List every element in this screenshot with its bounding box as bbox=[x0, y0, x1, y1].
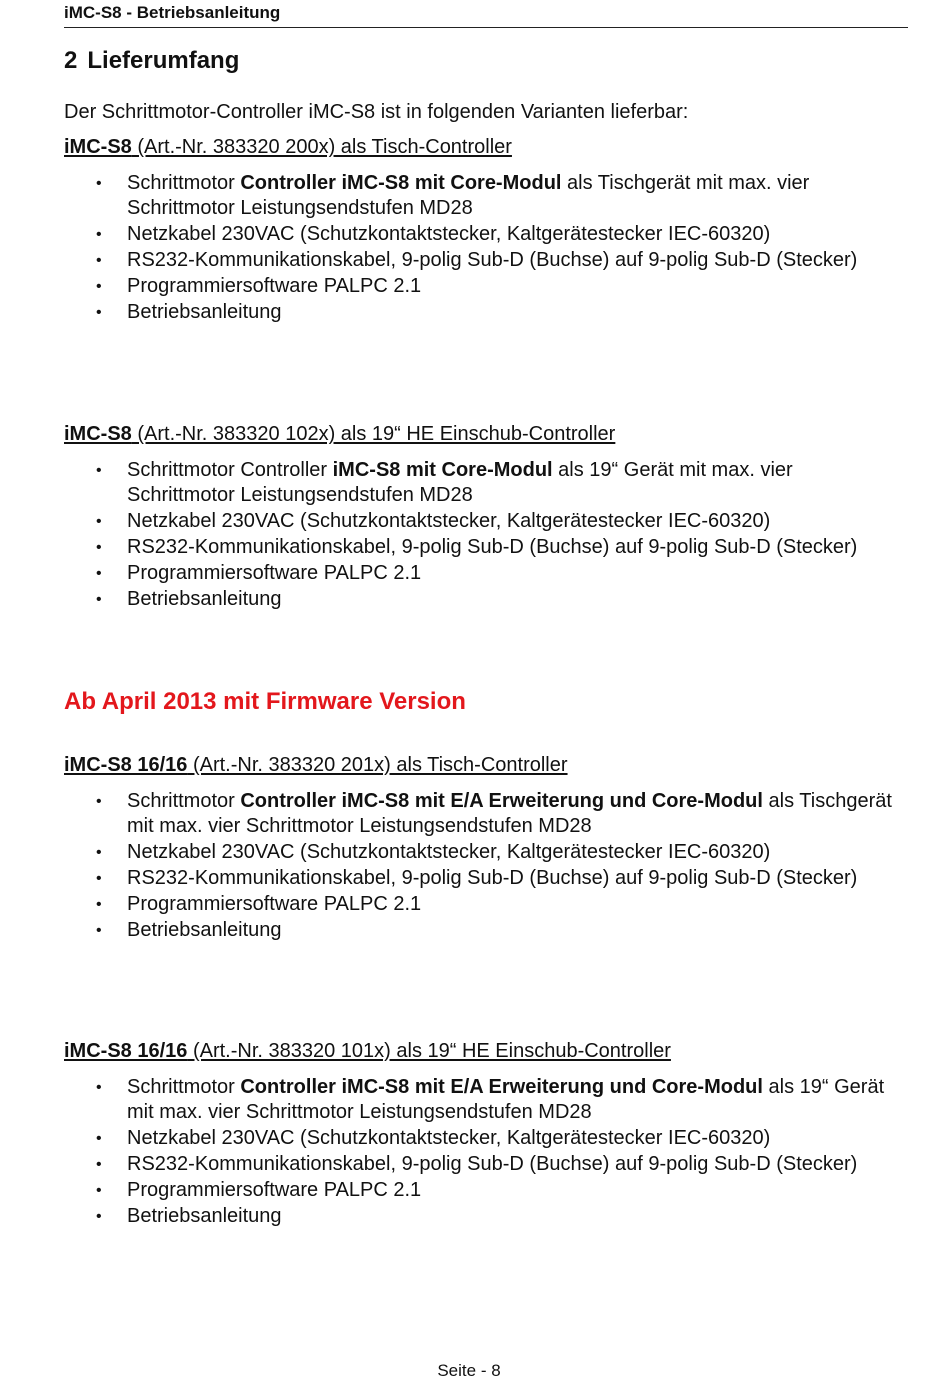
item-text: Betriebsanleitung bbox=[127, 1205, 282, 1227]
item-text-pre: Schrittmotor bbox=[127, 172, 241, 194]
variant-section bbox=[64, 1039, 894, 1230]
bullet-icon: • bbox=[96, 1208, 102, 1225]
list-item bbox=[64, 892, 894, 917]
bullet-icon: • bbox=[96, 252, 102, 269]
bullet-icon: • bbox=[96, 896, 102, 913]
variant-title bbox=[64, 1039, 894, 1063]
variant-section bbox=[64, 135, 894, 326]
variant-title bbox=[64, 422, 894, 446]
variant-title bbox=[64, 135, 894, 159]
item-text-bold: Controller iMC-S8 mit E/A Erweiterung und Core-Modul bbox=[240, 1076, 763, 1098]
intro-text: Der Schrittmotor-Controller iMC-S8 ist in folgenden Varianten lieferbar: bbox=[64, 101, 689, 123]
item-text-bold: Controller iMC-S8 mit E/A Erweiterung und Core-Modul bbox=[240, 790, 763, 812]
list-item bbox=[64, 1178, 894, 1203]
list-item bbox=[64, 1204, 894, 1229]
list-item bbox=[64, 587, 894, 612]
item-text: Netzkabel 230VAC (Schutzkontaktstecker, Kaltgerätestecker IEC-60320) bbox=[127, 841, 771, 863]
bullet-icon: • bbox=[96, 278, 102, 295]
bullet-icon: • bbox=[96, 1156, 102, 1173]
bullet-icon: • bbox=[96, 1182, 102, 1199]
document-header: iMC-S8 - Betriebsanleitung bbox=[64, 3, 281, 22]
item-text-bold: iMC-S8 mit Core-Modul bbox=[332, 459, 553, 481]
list-item bbox=[64, 222, 894, 247]
item-text-pre: Schrittmotor bbox=[127, 790, 241, 812]
item-text: Netzkabel 230VAC (Schutzkontaktstecker, Kaltgerätestecker IEC-60320) bbox=[127, 223, 771, 245]
item-text: Betriebsanleitung bbox=[127, 919, 282, 941]
item-text-post: als Tischgerät mit max. vier Schrittmotor Leistungsendstufen MD28 bbox=[127, 790, 892, 837]
list-item bbox=[64, 535, 894, 560]
variant-title bbox=[64, 753, 894, 777]
bullet-icon: • bbox=[96, 793, 102, 810]
item-text: Programmiersoftware PALPC 2.1 bbox=[127, 1179, 422, 1201]
bullet-icon: • bbox=[96, 539, 102, 556]
list-item bbox=[64, 458, 894, 508]
variant-name: iMC-S8 bbox=[64, 423, 132, 445]
list-item bbox=[64, 840, 894, 865]
scope-list bbox=[64, 789, 894, 943]
variant-desc: (Art.-Nr. 383320 201x) als Tisch-Controller bbox=[187, 754, 568, 776]
list-item bbox=[64, 561, 894, 586]
bullet-icon: • bbox=[96, 1079, 102, 1096]
bullet-icon: • bbox=[96, 226, 102, 243]
variant-section bbox=[64, 422, 894, 613]
bullet-icon: • bbox=[96, 462, 102, 479]
bullet-icon: • bbox=[96, 513, 102, 530]
item-text: RS232-Kommunikationskabel, 9-polig Sub-D (Buchse) auf 9-polig Sub-D (Stecker) bbox=[127, 536, 858, 558]
list-item bbox=[64, 918, 894, 943]
item-text-post: als Tischgerät mit max. vier Schrittmotor Leistungsendstufen MD28 bbox=[127, 172, 810, 219]
list-item bbox=[64, 1152, 894, 1177]
list-item bbox=[64, 1126, 894, 1151]
item-text: Betriebsanleitung bbox=[127, 588, 282, 610]
item-text: Netzkabel 230VAC (Schutzkontaktstecker, Kaltgerätestecker IEC-60320) bbox=[127, 1127, 771, 1149]
item-text: Betriebsanleitung bbox=[127, 301, 282, 323]
item-text: RS232-Kommunikationskabel, 9-polig Sub-D (Buchse) auf 9-polig Sub-D (Stecker) bbox=[127, 1153, 858, 1175]
variant-section bbox=[64, 753, 894, 944]
item-text: RS232-Kommunikationskabel, 9-polig Sub-D (Buchse) auf 9-polig Sub-D (Stecker) bbox=[127, 867, 858, 889]
chapter-number: 2 bbox=[64, 47, 78, 74]
item-text-post: als 19“ Gerät mit max. vier Schrittmotor Leistungsendstufen MD28 bbox=[127, 459, 793, 506]
item-text: Programmiersoftware PALPC 2.1 bbox=[127, 562, 422, 584]
item-text: Programmiersoftware PALPC 2.1 bbox=[127, 893, 422, 915]
item-text-pre: Schrittmotor bbox=[127, 1076, 241, 1098]
bullet-icon: • bbox=[96, 175, 102, 192]
chapter-title: Lieferumfang bbox=[87, 47, 240, 74]
bullet-icon: • bbox=[96, 565, 102, 582]
list-item bbox=[64, 866, 894, 891]
variant-desc: (Art.-Nr. 383320 200x) als Tisch-Controller bbox=[131, 136, 512, 158]
variant-desc: (Art.-Nr. 383320 102x) als 19“ HE Einschub-Controller bbox=[131, 423, 616, 445]
item-text-bold: Controller iMC-S8 mit Core-Modul bbox=[240, 172, 562, 194]
scope-list bbox=[64, 1075, 894, 1229]
bullet-icon: • bbox=[96, 870, 102, 887]
bullet-icon: • bbox=[96, 1130, 102, 1147]
list-item bbox=[64, 274, 894, 299]
list-item bbox=[64, 300, 894, 325]
variant-name: iMC-S8 bbox=[64, 136, 132, 158]
bullet-icon: • bbox=[96, 844, 102, 861]
variant-name: iMC-S8 16/16 bbox=[64, 754, 188, 776]
item-text-pre: Schrittmotor Controller bbox=[127, 459, 333, 481]
bullet-icon: • bbox=[96, 922, 102, 939]
item-text: Netzkabel 230VAC (Schutzkontaktstecker, Kaltgerätestecker IEC-60320) bbox=[127, 510, 771, 532]
chapter-heading bbox=[64, 47, 239, 75]
item-text: Programmiersoftware PALPC 2.1 bbox=[127, 275, 422, 297]
list-item bbox=[64, 248, 894, 273]
list-item bbox=[64, 789, 894, 839]
page-number: Seite - 8 bbox=[437, 1361, 501, 1380]
scope-list bbox=[64, 171, 894, 325]
bullet-icon: • bbox=[96, 591, 102, 608]
item-text: RS232-Kommunikationskabel, 9-polig Sub-D (Buchse) auf 9-polig Sub-D (Stecker) bbox=[127, 249, 858, 271]
item-text-post: als 19“ Gerät mit max. vier Schrittmotor Leistungsendstufen MD28 bbox=[127, 1076, 885, 1123]
list-item bbox=[64, 509, 894, 534]
scope-list bbox=[64, 458, 894, 612]
list-item bbox=[64, 171, 894, 221]
variant-name: iMC-S8 16/16 bbox=[64, 1040, 188, 1062]
header-rule bbox=[64, 27, 908, 28]
firmware-section-heading: Ab April 2013 mit Firmware Version bbox=[64, 688, 466, 715]
bullet-icon: • bbox=[96, 304, 102, 321]
list-item bbox=[64, 1075, 894, 1125]
variant-desc: (Art.-Nr. 383320 101x) als 19“ HE Einschub-Controller bbox=[187, 1040, 671, 1062]
